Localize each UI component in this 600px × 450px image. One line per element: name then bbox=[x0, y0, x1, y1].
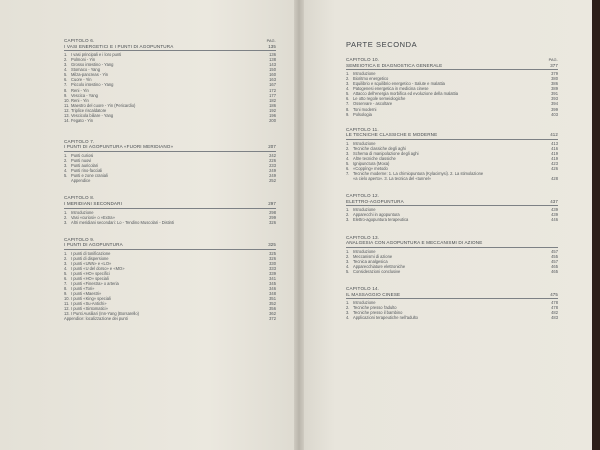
entry-title: Introduzione bbox=[353, 71, 376, 77]
entry-number: 9. bbox=[64, 92, 68, 98]
toc-entry bbox=[346, 112, 558, 117]
entry-number: 1. bbox=[64, 250, 68, 256]
entry-page: 150 bbox=[269, 67, 276, 73]
entry-page: 330 bbox=[269, 260, 276, 266]
toc-entry bbox=[346, 315, 558, 320]
entry-title: Triplice riscaldatore bbox=[71, 107, 107, 113]
entry-page: 346 bbox=[269, 286, 276, 292]
entry-page: 233 bbox=[269, 163, 276, 169]
entry-number: 3. bbox=[64, 163, 68, 169]
chapter-title-text: I MERIDIANI SECONDARI bbox=[64, 200, 123, 206]
chapter-number: CAPITOLO 7. bbox=[64, 138, 95, 144]
chapter-block bbox=[346, 193, 558, 222]
entry-title: Tecniche classiche degli aghi bbox=[353, 145, 406, 151]
left-toc bbox=[64, 38, 276, 329]
toc-entry bbox=[64, 118, 276, 123]
entry-title: I punti di dispersione bbox=[71, 255, 109, 261]
entry-number: 3. bbox=[346, 258, 350, 264]
entry-title: Osservare - ascoltare bbox=[353, 101, 393, 107]
chapter-start-page: 412 bbox=[550, 132, 558, 138]
toc-entry bbox=[346, 269, 558, 274]
chapter-start-page: 135 bbox=[268, 43, 276, 49]
entry-page: 394 bbox=[551, 101, 558, 107]
entry-title: Altre tecniche classiche bbox=[353, 155, 396, 161]
chapter-title-text: I VASI ENERGETICI E I PUNTI DI AGOPUNTURA bbox=[64, 43, 174, 49]
entry-number: 9. bbox=[346, 111, 350, 117]
entry-number: 9. bbox=[64, 291, 68, 297]
entry-title: Punti rino-facciali bbox=[71, 168, 103, 174]
entry-number: 1. bbox=[346, 140, 350, 146]
entry-page: 163 bbox=[269, 77, 276, 83]
toc-entry bbox=[64, 178, 276, 183]
entry-title: Elettro-agopuntura terapeutica bbox=[353, 217, 409, 223]
entry-number: 3. bbox=[346, 81, 350, 87]
entry-title: Cuore - Yin bbox=[71, 77, 92, 83]
entry-number: 7. bbox=[346, 171, 350, 177]
entry-page: 333 bbox=[269, 265, 276, 271]
entry-number: 5. bbox=[64, 72, 68, 78]
entry-page: 352 bbox=[269, 301, 276, 307]
entry-number: 1. bbox=[346, 300, 350, 306]
entry-page: 419 bbox=[551, 155, 558, 161]
part-title: PARTE SECONDA bbox=[346, 40, 418, 49]
book-gutter bbox=[294, 0, 304, 450]
entry-title: Polsologia bbox=[353, 111, 372, 117]
entry-number: 8. bbox=[64, 286, 68, 292]
entry-title: I punti di tonificazione bbox=[71, 250, 111, 256]
entry-number: 14. bbox=[64, 117, 70, 123]
entry-page: 356 bbox=[269, 306, 276, 312]
entry-title: Tecniche moderne: 1. La chimiopuntura (Kylacimysi). 2. La stimolazione bbox=[353, 171, 484, 177]
entry-page: 426 bbox=[551, 166, 558, 172]
entry-number: 6. bbox=[346, 96, 350, 102]
entry-number: 3. bbox=[346, 217, 350, 223]
entry-page: 478 bbox=[551, 305, 558, 311]
entry-number: 10. bbox=[64, 97, 70, 103]
entry-page: 457 bbox=[551, 248, 558, 254]
chapter-number: CAPITOLO 9. bbox=[64, 236, 95, 242]
entry-page: 138 bbox=[269, 57, 276, 63]
entry-number: 3. bbox=[64, 219, 68, 225]
entry-title: Altri meridiani secondari: Lo - Tendino Muscolari - Distinti bbox=[71, 219, 174, 225]
chapter-block bbox=[346, 57, 558, 117]
entry-number: 8. bbox=[64, 87, 68, 93]
entry-title: Punti nuovi bbox=[71, 158, 92, 164]
entry-number: 4. bbox=[346, 86, 350, 92]
chapter-title bbox=[64, 201, 276, 209]
entry-page: 482 bbox=[551, 310, 558, 316]
entry-page: 252 bbox=[269, 178, 276, 184]
entry-title: Vasi «curiosi» o «Extra» bbox=[71, 214, 115, 220]
entry-number: 1. bbox=[346, 248, 350, 254]
entry-number: 4. bbox=[346, 263, 350, 269]
entry-title: Stomaco - Yang bbox=[71, 67, 100, 73]
entry-title: Schema di manipolazione degli aghi bbox=[353, 150, 419, 156]
chapter-title bbox=[346, 292, 558, 300]
entry-title: Punti e zone craniali bbox=[71, 173, 108, 179]
entry-page: 345 bbox=[269, 281, 276, 287]
chapter-title-text: ANALGESIA CON AGOPUNTURA E MECCANISMI DI AZIONE bbox=[346, 240, 483, 246]
entry-number: 13. bbox=[64, 311, 70, 317]
entry-title: Introduzione bbox=[353, 248, 376, 254]
entry-page: 439 bbox=[551, 207, 558, 213]
entry-title: «a cielo aperto». 3. La tecnica del «tunnel» bbox=[353, 176, 432, 182]
chapter-block bbox=[64, 38, 276, 123]
chapter-title-text: SEMEIOTICA E DIAGNOSTICA GENERALE bbox=[346, 62, 443, 68]
entry-number: 3. bbox=[346, 310, 350, 316]
chapter-title bbox=[346, 132, 558, 140]
entry-number: 2. bbox=[64, 255, 68, 261]
entry-page: 428 bbox=[551, 176, 558, 182]
page-column-header: PAG. bbox=[548, 57, 558, 62]
entry-page: 380 bbox=[551, 76, 558, 82]
entry-page: 478 bbox=[551, 300, 558, 306]
entry-title: Apparecchiature elettroniche bbox=[353, 263, 406, 269]
entry-number: 1. bbox=[64, 52, 68, 58]
entry-page: 372 bbox=[269, 316, 276, 322]
entry-page: 192 bbox=[269, 107, 276, 113]
entry-number: 12. bbox=[64, 107, 70, 113]
entry-number: 12. bbox=[64, 306, 70, 312]
entry-title: Piccolo intestino - Yang bbox=[71, 82, 114, 88]
entry-title: Attacco dell'energia morbifica ed evoluzione della malattia bbox=[353, 91, 459, 97]
right-page bbox=[300, 0, 592, 450]
entry-page: 362 bbox=[269, 311, 276, 317]
chapter-start-page: 297 bbox=[268, 200, 276, 206]
entry-page: 457 bbox=[551, 258, 558, 264]
chapter-start-page: 475 bbox=[550, 291, 558, 297]
entry-title: Patogenesi energetica in medicina cinese bbox=[353, 86, 429, 92]
entry-title: Tecnica analgesica bbox=[353, 258, 388, 264]
entry-page: 419 bbox=[551, 150, 558, 156]
entry-title: Meccanismi di azione bbox=[353, 253, 393, 259]
entry-number: 13. bbox=[64, 112, 70, 118]
entry-page: 446 bbox=[551, 217, 558, 223]
entry-title: «Coppìng» metodo bbox=[353, 166, 388, 172]
entry-title: I punti «Sintomatici» bbox=[71, 306, 108, 312]
entry-number: 2. bbox=[64, 57, 68, 63]
entry-number: 4. bbox=[64, 67, 68, 73]
entry-page: 196 bbox=[269, 112, 276, 118]
chapter-title bbox=[346, 240, 558, 248]
entry-number: 2. bbox=[346, 253, 350, 259]
entry-number: 3. bbox=[64, 260, 68, 266]
chapter-block bbox=[64, 195, 276, 224]
entry-number: 6. bbox=[346, 166, 350, 172]
entry-page: 143 bbox=[269, 62, 276, 68]
chapter-block bbox=[346, 235, 558, 274]
entry-number: 2. bbox=[346, 212, 350, 218]
entry-title: I punti «Tori» bbox=[71, 286, 95, 292]
toc-entry bbox=[64, 220, 276, 225]
entry-page: 483 bbox=[551, 315, 558, 321]
entry-page: 226 bbox=[269, 158, 276, 164]
entry-number: 4. bbox=[346, 155, 350, 161]
entry-number: 4. bbox=[64, 265, 68, 271]
chapter-start-page: 325 bbox=[268, 242, 276, 248]
entry-page: 177 bbox=[269, 92, 276, 98]
entry-page: 299 bbox=[269, 214, 276, 220]
entry-page: 351 bbox=[269, 296, 276, 302]
entry-number: 2. bbox=[346, 305, 350, 311]
entry-number: 2. bbox=[346, 76, 350, 82]
chapter-start-page: 437 bbox=[550, 198, 558, 204]
entry-number: 3. bbox=[346, 150, 350, 156]
entry-number: 5. bbox=[64, 271, 68, 277]
entry-title: I punti «UNN» e «LO» bbox=[71, 260, 112, 266]
chapter-title bbox=[64, 144, 276, 152]
chapter-title-text: LE TECNICHE CLASSICHE E MODERNE bbox=[346, 132, 438, 138]
entry-title: Fegato - Yin bbox=[71, 117, 94, 123]
entry-number: 7. bbox=[64, 82, 68, 88]
toc-entry-appendix bbox=[64, 316, 276, 321]
chapter-title-text: IL MASSAGGIO CINESE bbox=[346, 291, 401, 297]
chapter-title-text: I PUNTI DI AGOPUNTURA «FUORI MERIDIANO» bbox=[64, 144, 174, 150]
entry-page: 391 bbox=[551, 91, 558, 97]
entry-page: 325 bbox=[269, 250, 276, 256]
entry-title: Grosso intestino - Yang bbox=[71, 62, 114, 68]
entry-page: 393 bbox=[551, 96, 558, 102]
chapter-block bbox=[346, 127, 558, 182]
chapter-number: CAPITOLO 8. bbox=[64, 195, 95, 201]
entry-page: 403 bbox=[551, 111, 558, 117]
entry-page: 167 bbox=[269, 82, 276, 88]
entry-page: 386 bbox=[551, 81, 558, 87]
entry-title: Ignipunctura (Moxa) bbox=[353, 160, 390, 166]
entry-title: I punti «Maestri» bbox=[71, 291, 102, 297]
entry-page: 326 bbox=[269, 219, 276, 225]
entry-page: 455 bbox=[551, 253, 558, 259]
entry-number: 2. bbox=[64, 158, 68, 164]
entry-page: 379 bbox=[551, 71, 558, 77]
entry-number: 4. bbox=[64, 168, 68, 174]
entry-number: 11. bbox=[64, 301, 70, 307]
entry-title: I Punti Ausiliari (Inn-Yang (Borsarello) bbox=[71, 311, 139, 317]
entry-title: Tecniche presso l'adulto bbox=[353, 305, 397, 311]
entry-number: 1. bbox=[64, 209, 68, 215]
toc-entry bbox=[346, 176, 558, 181]
chapter-start-page: 377 bbox=[550, 62, 558, 68]
chapter-title-text: ELETTRO-AGOPUNTURA bbox=[346, 198, 404, 204]
entry-page: 348 bbox=[269, 291, 276, 297]
entry-number: 1. bbox=[346, 71, 350, 77]
chapter-number: CAPITOLO 14. bbox=[346, 285, 380, 291]
entry-page: 249 bbox=[269, 173, 276, 179]
entry-title: Considerazioni conclusive bbox=[353, 268, 401, 274]
entry-page: 416 bbox=[551, 145, 558, 151]
entry-number: 11. bbox=[64, 102, 70, 108]
entry-page: 465 bbox=[551, 268, 558, 274]
entry-title: Bioritmo energetico bbox=[353, 76, 389, 82]
entry-number: 1. bbox=[64, 153, 68, 159]
entry-title: Toni moderni bbox=[353, 106, 377, 112]
chapter-title-text: I PUNTI DI AGOPUNTURA bbox=[64, 242, 123, 248]
entry-page: 186 bbox=[269, 102, 276, 108]
entry-page: 439 bbox=[551, 212, 558, 218]
entry-title: Appendice: localizzazione dei punti bbox=[64, 316, 128, 322]
entry-number: 6. bbox=[64, 77, 68, 83]
entry-title: Maestro del cuore - Yin (Pericardio) bbox=[71, 102, 136, 108]
entry-title: Introduzione bbox=[353, 140, 376, 146]
entry-number: 7. bbox=[64, 281, 68, 287]
entry-title: Reni - Yin bbox=[71, 87, 89, 93]
entry-page: 465 bbox=[551, 263, 558, 269]
entry-page: 423 bbox=[551, 160, 558, 166]
entry-title: Vescicola biliare - Yang bbox=[71, 112, 114, 118]
entry-number: 4. bbox=[346, 315, 350, 321]
entry-number: 3. bbox=[64, 62, 68, 68]
entry-number: 1. bbox=[346, 207, 350, 213]
entry-number: 2. bbox=[64, 214, 68, 220]
entry-title: I punti «Su-Antichi» bbox=[71, 301, 107, 307]
entry-number: 2. bbox=[346, 145, 350, 151]
chapter-start-page: 207 bbox=[268, 144, 276, 150]
entry-number: 5. bbox=[346, 268, 350, 274]
chapter-title bbox=[64, 242, 276, 250]
entry-title: I punti «HO» speciali bbox=[71, 276, 109, 282]
entry-number: 5. bbox=[346, 91, 350, 97]
entry-title: I vasi principali e i loro punti bbox=[71, 52, 122, 58]
entry-page: 136 bbox=[269, 52, 276, 58]
entry-page: 413 bbox=[551, 140, 558, 146]
entry-title: Milza-pancreas - Yin bbox=[71, 72, 109, 78]
entry-title: Introduzione bbox=[353, 207, 376, 213]
entry-title: I punti «HO» specifici bbox=[71, 271, 110, 277]
page-column-header: PAG. bbox=[266, 38, 276, 43]
entry-number: 5. bbox=[64, 173, 68, 179]
entry-page: 172 bbox=[269, 87, 276, 93]
chapter-number: CAPITOLO 6. bbox=[64, 38, 95, 43]
entry-title: Introduzione bbox=[71, 209, 94, 215]
entry-page: 242 bbox=[269, 153, 276, 159]
chapter-number: CAPITOLO 13. bbox=[346, 234, 380, 240]
entry-title: Vescica - Yang bbox=[71, 92, 98, 98]
entry-title: I punti «King» speciali bbox=[71, 296, 111, 302]
entry-page: 339 bbox=[269, 271, 276, 277]
entry-number: 10. bbox=[64, 296, 70, 302]
entry-page: 399 bbox=[551, 106, 558, 112]
entry-title: I punti «U del dorso» e «MO» bbox=[71, 265, 125, 271]
right-toc bbox=[346, 40, 558, 328]
entry-title: Reni - Yin bbox=[71, 97, 89, 103]
entry-title: Le otto regole semeiologiche bbox=[353, 96, 406, 102]
entry-title: Applicazioni terapeutiche nell'adulto bbox=[353, 315, 418, 321]
book-edge bbox=[592, 0, 600, 450]
entry-title: Tecniche presso il bambino bbox=[353, 310, 403, 316]
entry-title: Appendice bbox=[71, 178, 91, 184]
left-page bbox=[0, 0, 298, 450]
entry-title: Apparecchi in agopuntura bbox=[353, 212, 400, 218]
entry-page: 160 bbox=[269, 72, 276, 78]
entry-number: 6. bbox=[64, 276, 68, 282]
entry-page: 389 bbox=[551, 86, 558, 92]
entry-number: 8. bbox=[346, 106, 350, 112]
chapter-block bbox=[346, 286, 558, 320]
entry-number: 5. bbox=[346, 160, 350, 166]
entry-number: 7. bbox=[346, 101, 350, 107]
entry-title: I punti «Finestra» o arteria bbox=[71, 281, 119, 287]
entry-page: 341 bbox=[269, 276, 276, 282]
chapter-title bbox=[346, 199, 558, 207]
entry-page: 249 bbox=[269, 168, 276, 174]
entry-page: 326 bbox=[269, 255, 276, 261]
chapter-number: CAPITOLO 11. bbox=[346, 126, 379, 132]
entry-page: 200 bbox=[269, 117, 276, 123]
chapter-number: CAPITOLO 10. bbox=[346, 57, 380, 62]
entry-page: 182 bbox=[269, 97, 276, 103]
chapter-number: CAPITOLO 12. bbox=[346, 193, 380, 199]
chapter-block bbox=[64, 139, 276, 183]
entry-title: Punti curiosi bbox=[71, 153, 94, 159]
entry-title: Introduzione bbox=[353, 300, 376, 306]
entry-title: Polmoni - Yin bbox=[71, 57, 96, 63]
chapter-block bbox=[64, 237, 276, 322]
entry-title: Punti auricolari bbox=[71, 163, 99, 169]
entry-page: 298 bbox=[269, 209, 276, 215]
entry-title: Equilibrio e squilibrio energetico - Salute e malattia bbox=[353, 81, 445, 87]
toc-entry bbox=[346, 217, 558, 222]
